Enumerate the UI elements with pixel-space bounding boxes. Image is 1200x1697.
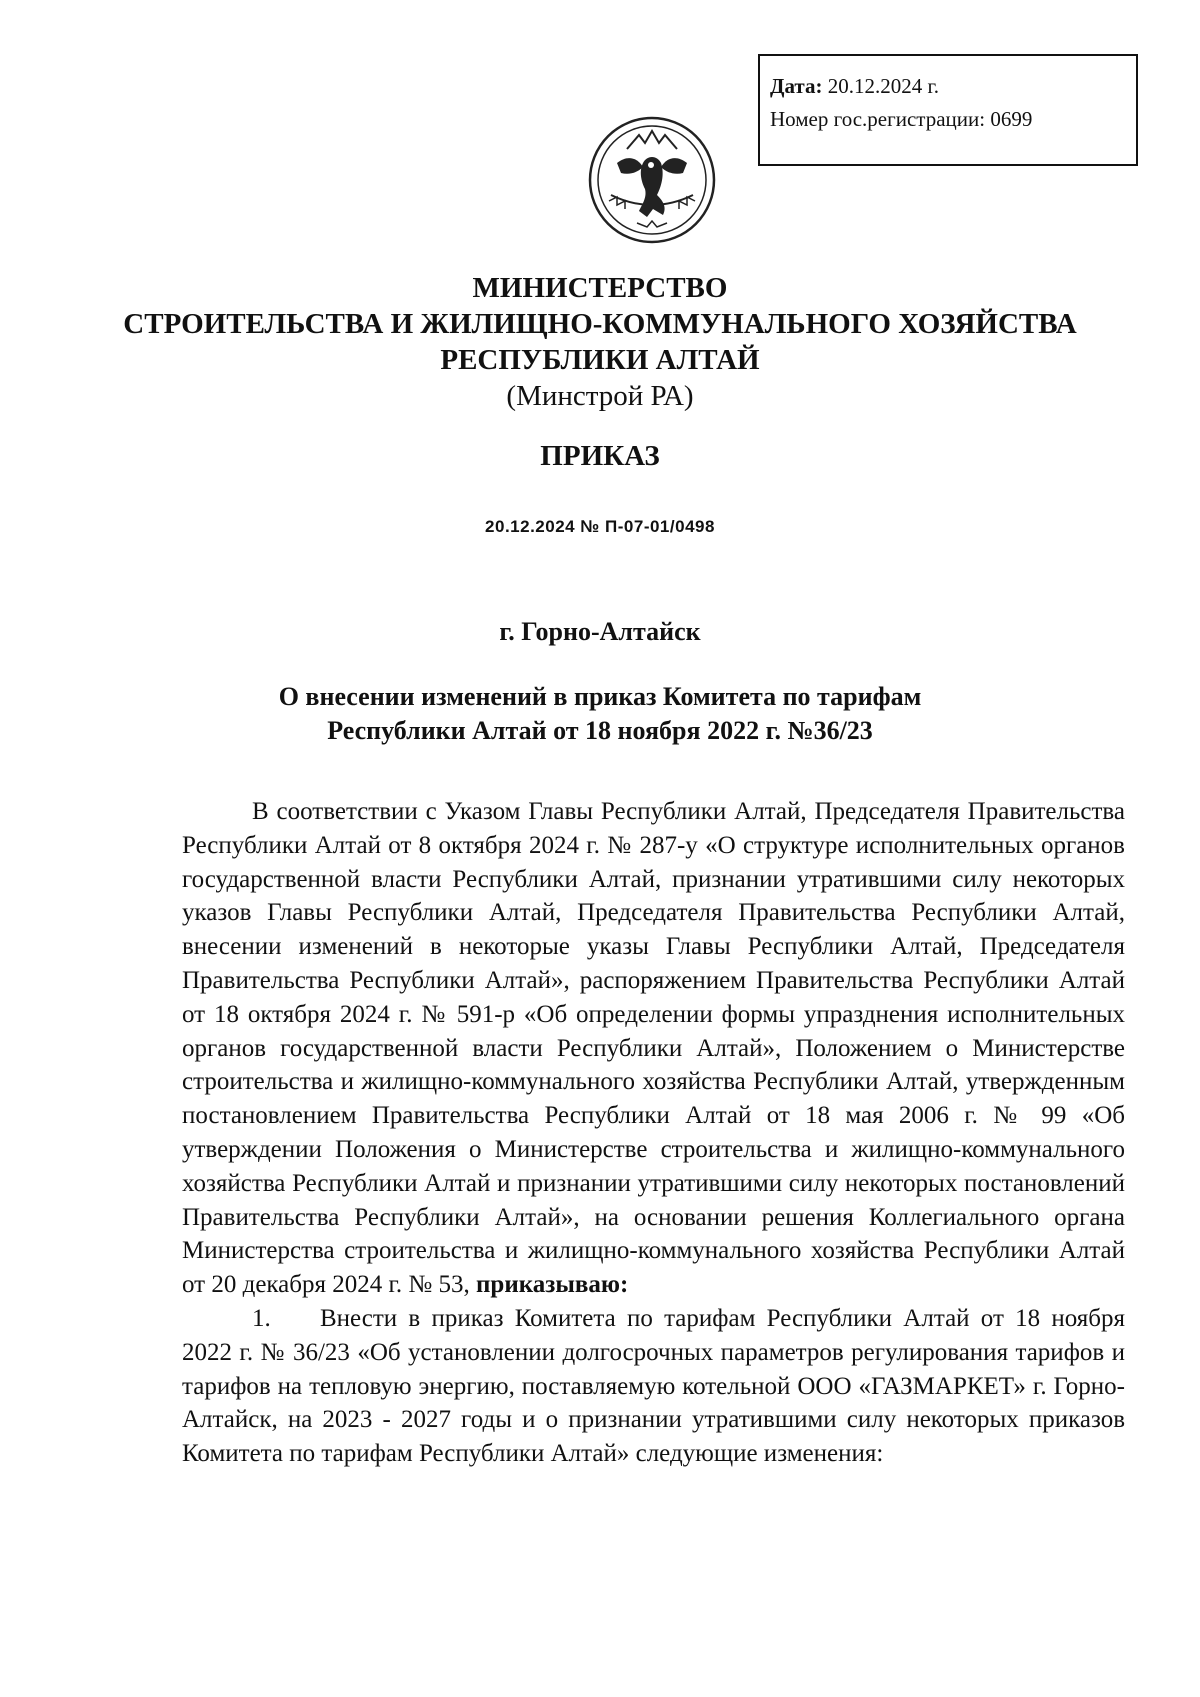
preamble-paragraph bbox=[182, 795, 1125, 1302]
order-subject bbox=[0, 680, 1200, 748]
ministry-line-2: СТРОИТЕЛЬСТВА И ЖИЛИЩНО-КОММУНАЛЬНОГО ХОЗЯЙСТВА bbox=[123, 308, 1077, 340]
ministry-line-1: МИНИСТЕРСТВО bbox=[472, 272, 728, 304]
order-title: ПРИКАЗ bbox=[540, 440, 660, 472]
item-1-number: 1. bbox=[252, 1304, 271, 1332]
reg-label: Номер гос.регистрации: bbox=[770, 106, 986, 131]
item-1-text: Внести в приказ Комитета по тарифам Республики Алтай от 18 ноября 2022 г. № 36/23 «Об установлении долгосрочных параметров регулирования тарифов и тарифов на тепловую энергию, поставляемую котельной ООО «ГАЗМАРКЕТ» г. Горно-Алтайск, на 2023 - 2027 годы и о признании утратившими силу некоторых приказов Комитета по тарифам Республики Алтай» следующие изменения: bbox=[182, 1304, 1125, 1468]
ministry-header bbox=[0, 270, 1200, 414]
order-number: 20.12.2024 № П-07-01/0498 bbox=[485, 517, 715, 536]
order-city: г. Горно-Алтайск bbox=[499, 617, 701, 646]
registration-number bbox=[770, 103, 1136, 136]
decree-word: приказываю: bbox=[476, 1271, 629, 1299]
subject-line-2: Республики Алтай от 18 ноября 2022 г. №36/23 bbox=[327, 716, 873, 745]
date-label: Дата: bbox=[770, 74, 823, 98]
reg-value: 0699 bbox=[990, 106, 1033, 131]
order-item-1 bbox=[182, 1302, 1125, 1471]
preamble-text: В соответствии с Указом Главы Республики Алтай, Председателя Правительства Республики Алтай от 8 октября 2024 г. № 287-у «О структуре исполнительных органов государственной власти Республики Алтай, признании утратившими силу некоторых указов Главы Республики Алтай, Председателя Правительства Республики Алтай, внесении изменений в некоторые указы Главы Республики Алтай, Председателя Правительства Республики Алтай», распоряжением Правительства Республики Алтай от 18 октября 2024 г. № 591-р «Об определении формы упразднения исполнительных органов государственной власти Республики Алтай», Положением о Министерстве строительства и жилищно-коммунального хозяйства Республики Алтай, утвержденным постановлением Правительства Республики Алтай от 18 мая 2006 г. № 99 «Об утверждении Положения о Министерстве строительства и жилищно-коммунального хозяйства Республики Алтай и признании утратившими силу некоторых постановлений Правительства Республики Алтай», на основании решения Коллегиального органа Министерства строительства и жилищно-коммунального хозяйства Республики Алтай от 20 декабря 2024 г. № 53, bbox=[182, 798, 1125, 1299]
registration-date bbox=[770, 70, 1136, 103]
registration-box bbox=[758, 54, 1138, 166]
ministry-line-3: РЕСПУБЛИКИ АЛТАЙ bbox=[440, 344, 760, 376]
republic-altai-emblem-icon bbox=[587, 115, 717, 245]
order-body bbox=[182, 795, 1125, 1471]
subject-line-1: О внесении изменений в приказ Комитета по тарифам bbox=[278, 682, 922, 711]
date-value: 20.12.2024 г. bbox=[827, 74, 939, 98]
ministry-abbr: (Минстрой РА) bbox=[506, 380, 694, 412]
